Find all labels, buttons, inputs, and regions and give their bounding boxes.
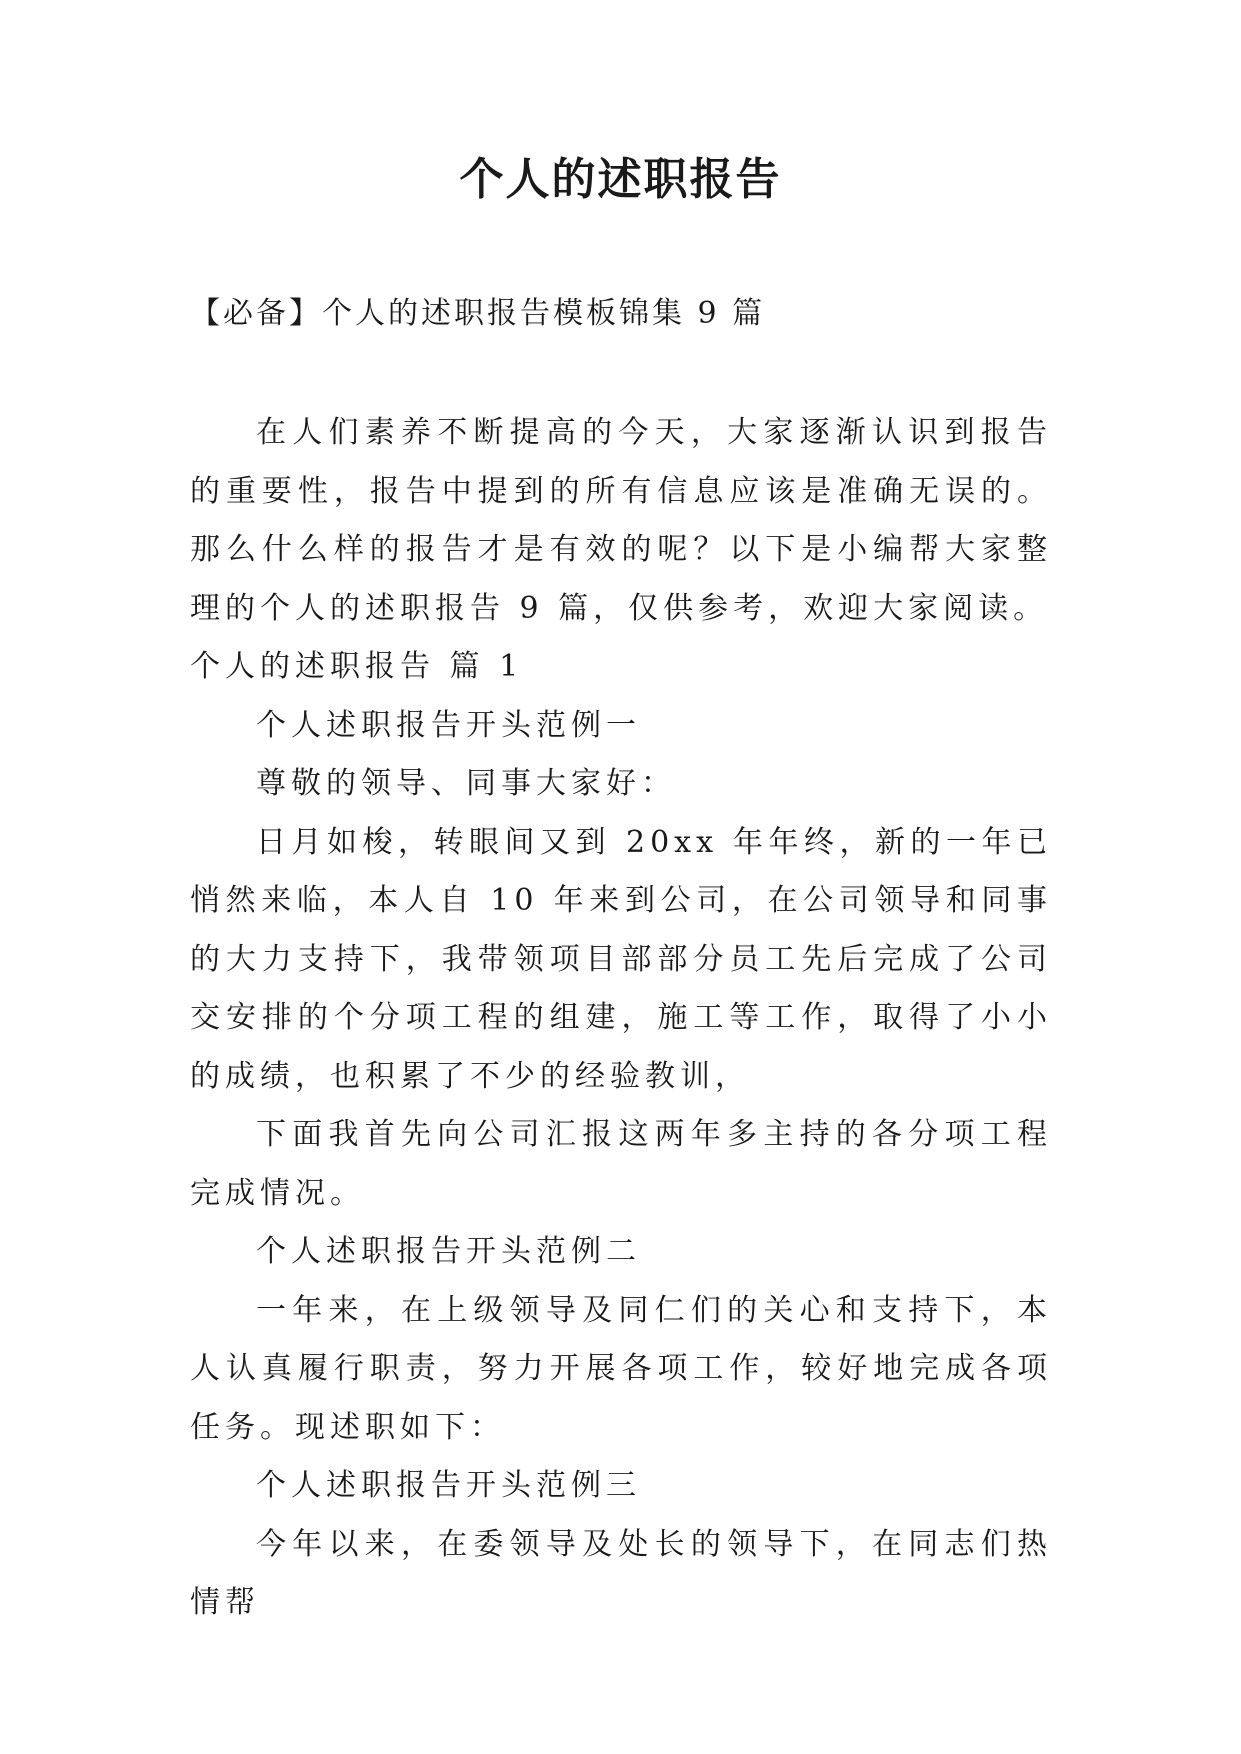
document-body	[190, 404, 1052, 1633]
paragraph: 尊敬的领导、同事大家好：	[256, 766, 676, 801]
document-title: 个人的述职报告	[459, 154, 782, 205]
paragraph-intro: 在人们素养不断提高的今天，大家逐渐认识到报告的重要性，报告中提到的所有信息应该是准确无误的。那么什么样的报告才是有效的呢？以下是小编帮大家整理的个人的述职报告 9 篇，仅供参考，欢迎大家阅读。	[190, 415, 1052, 626]
paragraph: 日月如梭，转眼间又到 20xx 年年终，新的一年已悄然来临，本人自 10 年来到公司，在公司领导和同事的大力支持下，我带领项目部部分员工先后完成了公司交安排的个分项工程的组建，施工等工作，取得了小小的成绩，也积累了不少的经验教训，	[190, 824, 1052, 1094]
paragraph: 下面我首先向公司汇报这两年多主持的各分项工程完成情况。	[190, 1117, 1052, 1211]
paragraph: 个人述职报告开头范例二	[256, 1234, 641, 1269]
paragraph: 个人述职报告开头范例三	[256, 1468, 641, 1503]
document-subtitle: 【必备】个人的述职报告模板锦集 9 篇	[190, 296, 766, 331]
paragraph: 个人述职报告开头范例一	[256, 707, 641, 743]
paragraph: 今年以来，在委领导及处长的领导下，在同志们热情帮	[190, 1526, 1052, 1620]
section-heading-1: 个人的述职报告 篇 1	[190, 649, 524, 684]
paragraph: 一年来，在上级领导及同仁们的关心和支持下，本人认真履行职责，努力开展各项工作，较好地完成各项任务。现述职如下：	[190, 1292, 1052, 1445]
